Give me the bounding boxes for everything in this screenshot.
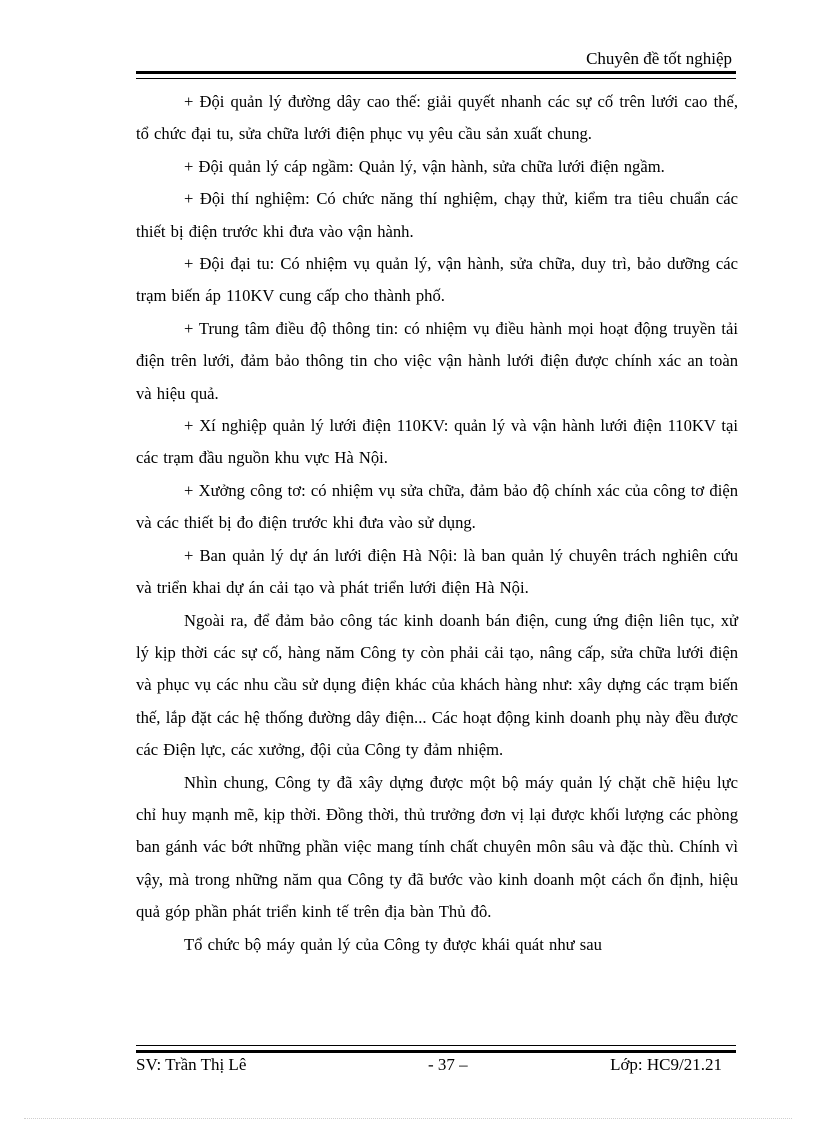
paragraph: + Đội quản lý đường dây cao thế: giải quyết nhanh các sự cố trên lưới cao thế, tổ chức đại tu, sửa chữa lưới điện phục vụ yêu cầu sản xuất chung. [136,92,738,144]
paragraph: Ngoài ra, để đảm bảo công tác kinh doanh bán điện, cung ứng điện liên tục, xử lý kịp thời các sự cố, hàng năm Công ty còn phải cải tạo, nâng cấp, sửa chữa lưới điện và phục vụ các nhu cầu sử dụng điện khác của khách hàng như: xây dựng các trạm biến thế, lắp đặt các hệ thống đường dây điện... Các hoạt động kinh doanh phụ này đều được các Điện lực, các xưởng, đội của Công ty đảm nhiệm. [136,610,738,760]
footer-student: SV: Trần Thị Lê [136,1055,247,1074]
paragraph: + Đội đại tu: Có nhiệm vụ quản lý, vận hành, sửa chữa, duy trì, bảo dưỡng các trạm biến áp 110KV cung cấp cho thành phố. [136,254,738,306]
paragraph: Nhìn chung, Công ty đã xây dựng được một bộ máy quản lý chặt chẽ hiệu lực chỉ huy mạnh mẽ, kịp thời. Đồng thời, thủ trưởng đơn vị lại được khối lượng các phòng ban gánh vác bớt những phần việc mang tính chất chuyên môn sâu và đặc thù. Chính vì vậy, mà trong những năm qua Công ty đã bước vào kinh doanh một cách ổn định, hiệu quả góp phần phát triển kinh tế trên địa bàn Thủ đô. [136,772,738,922]
header-rule [136,71,736,79]
paragraph: + Xưởng công tơ: có nhiệm vụ sửa chữa, đảm bảo độ chính xác của công tơ điện và các thiết bị đo điện trước khi đưa vào sử dụng. [136,480,738,533]
paragraph: + Trung tâm điều độ thông tin: có nhiệm vụ điều hành mọi hoạt động truyền tải điện trên lưới, đảm bảo thông tin cho việc vận hành lưới điện được chính xác an toàn và hiệu quả. [136,318,738,403]
page-edge-divider [24,1118,792,1119]
header-title: Chuyên đề tốt nghiệp [586,49,732,68]
page-footer [136,1055,736,1077]
paragraph: + Ban quản lý dự án lưới điện Hà Nội: là ban quản lý chuyên trách nghiên cứu và triển khai dự án cải tạo và phát triển lưới điện Hà Nội. [136,545,738,598]
footer-rule [136,1045,736,1053]
document-body [136,86,738,961]
paragraph: Tổ chức bộ máy quản lý của Công ty được khái quát như sau [184,934,602,954]
footer-class: Lớp: HC9/21.21 [610,1055,722,1074]
paragraph: + Xí nghiệp quản lý lưới điện 110KV: quản lý và vận hành lưới điện 110KV tại các trạm đầu nguồn khu vực Hà Nội. [136,416,738,468]
paragraph: + Đội quản lý cáp ngầm: Quản lý, vận hành, sửa chữa lưới điện ngầm. [184,156,665,176]
footer-page-number: - 37 – [428,1055,468,1074]
paragraph: + Đội thí nghiệm: Có chức năng thí nghiệm, chạy thử, kiểm tra tiêu chuẩn các thiết bị điện trước khi đưa vào vận hành. [136,189,738,241]
